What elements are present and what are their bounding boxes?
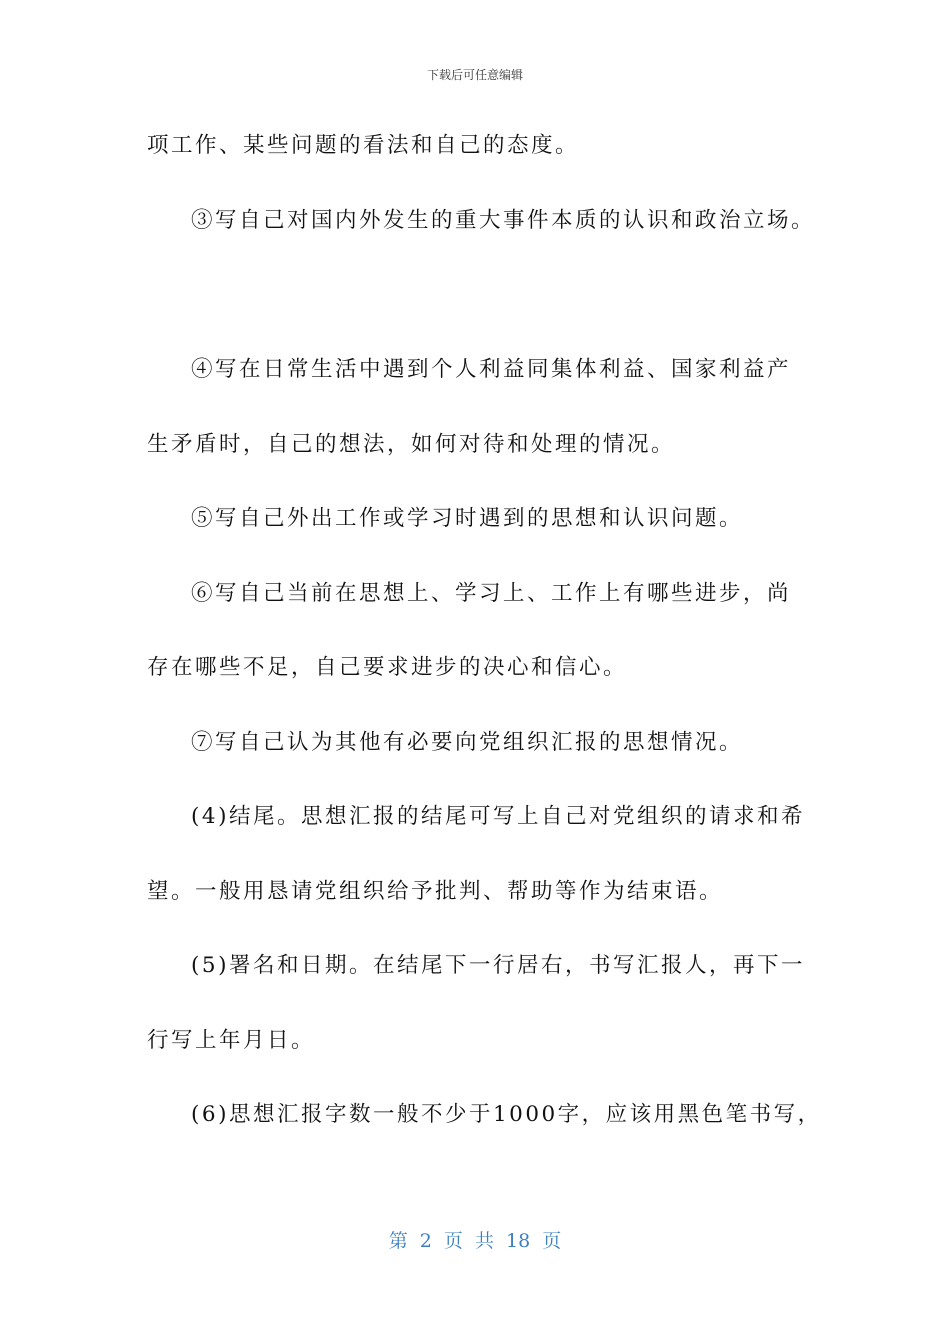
body-line-12: 行写上年月日。 <box>147 1028 316 1053</box>
body-line-1: 项工作、某些问题的看法和自己的态度。 <box>147 133 580 158</box>
body-line-8: ⑦写自己认为其他有必要向党组织汇报的思想情况。 <box>191 730 744 755</box>
body-line-7: 存在哪些不足，自己要求进步的决心和信心。 <box>147 655 628 680</box>
body-line-9: (4)结尾。思想汇报的结尾可写上自己对党组织的请求和希 <box>191 804 805 829</box>
body-line-3: ④写在日常生活中遇到个人利益同集体利益、国家利益产 <box>191 357 792 382</box>
body-line-6: ⑥写自己当前在思想上、学习上、工作上有哪些进步，尚 <box>191 581 792 606</box>
body-line-5: ⑤写自己外出工作或学习时遇到的思想和认识问题。 <box>191 506 744 531</box>
body-line-10: 望。一般用恳请党组织给予批判、帮助等作为结束语。 <box>147 879 724 904</box>
page-header: 下载后可任意编辑 <box>426 68 523 82</box>
body-line-11: (5)署名和日期。在结尾下一行居右，书写汇报人，再下一 <box>191 953 805 978</box>
body-line-2: ③写自己对国内外发生的重大事件本质的认识和政治立场。 <box>191 208 816 233</box>
body-line-4: 生矛盾时，自己的想法，如何对待和处理的情况。 <box>147 432 676 457</box>
body-line-13: (6)思想汇报字数一般不少于1000字，应该用黑色笔书写， <box>191 1102 822 1127</box>
page-number-footer: 第 2 页 共 18 页 <box>388 1230 562 1252</box>
